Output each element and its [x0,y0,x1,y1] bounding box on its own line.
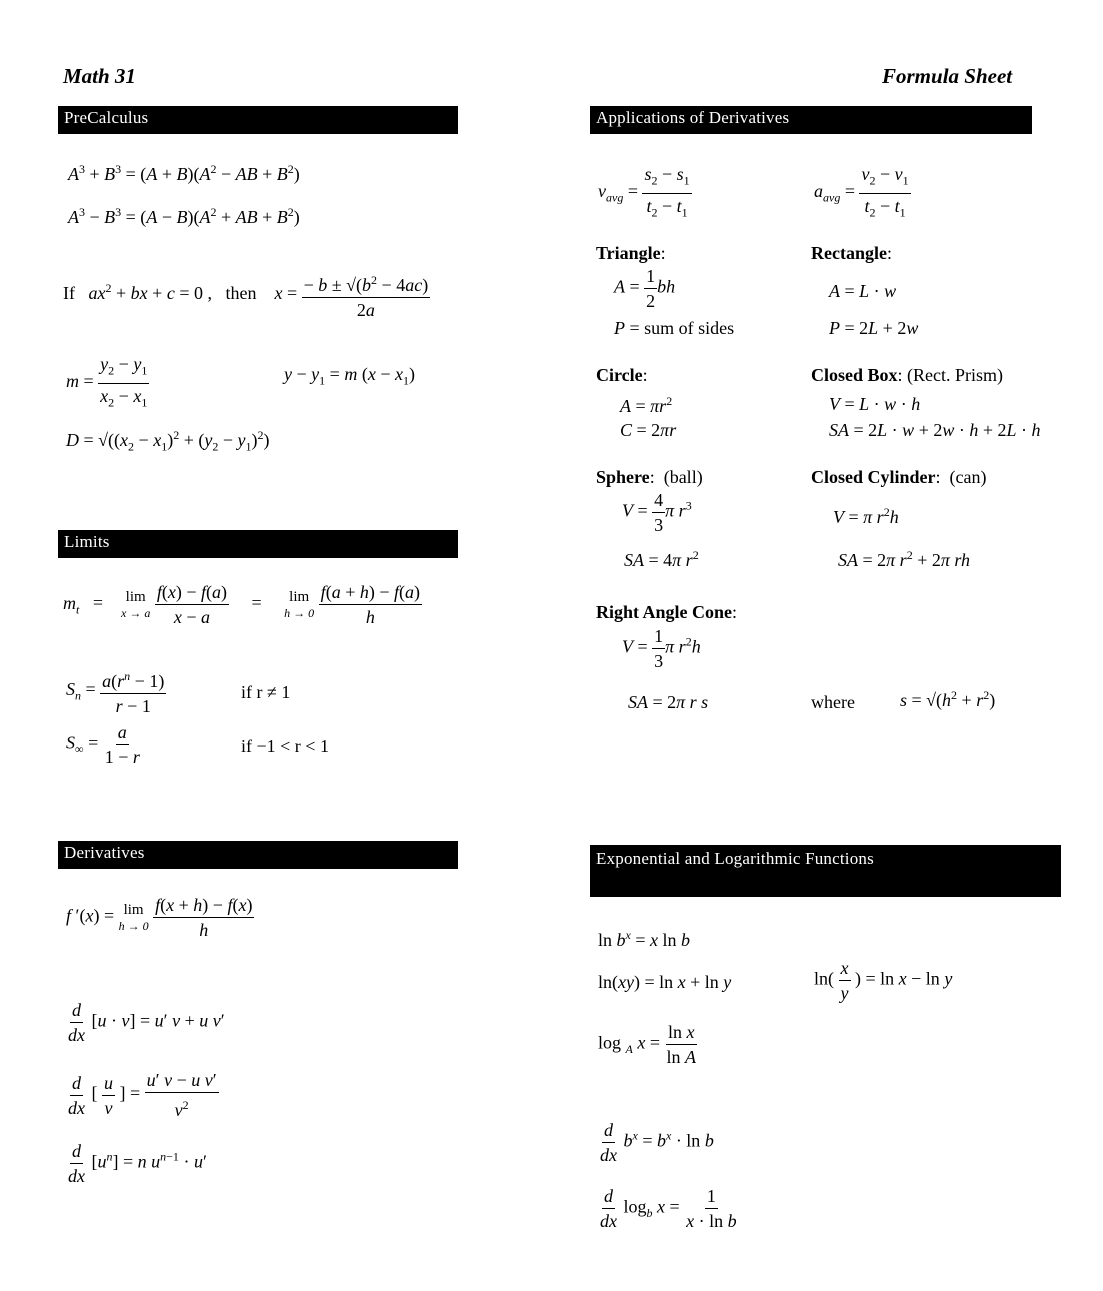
average-acceleration: $a_{avg}$ = $\frac{v_2 - v_1}{t_2 - t_1}$ [814,164,909,220]
cylinder-surface-area: SA = 2π $r^2 + 2\pi$ rh [838,548,971,570]
section-precalculus: PreCalculus [58,106,458,134]
difference-of-cubes: $A^3 - B^3 = (A - B)(A^2$ + AB + $B^2$) [68,205,300,227]
triangle-area: A = $\frac{1}{2}$ bh [614,266,676,311]
page-title-right: Formula Sheet [882,64,1013,88]
power-rule: $\frac{d}{dx}$ $[u^n] = n$ $u^{n-1} \cdot u'$ [68,1141,207,1186]
circle-circumference: C = 2πr [620,420,677,440]
section-limits: Limits [58,530,458,558]
section-derivatives: Derivatives [58,841,458,869]
cylinder-volume: V = π $r^2h$ [833,505,899,527]
log-power-rule: $\ln b^x = x$ ln b [598,928,691,950]
rectangle-label: Rectangle: [811,243,892,263]
triangle-perimeter: P = sum of sides [614,318,735,338]
derivative-definition: f ′(x) = lim h → 0 $\frac{f(x + h) - f(x)}{h}$ [66,895,253,940]
distance-formula: $D = √((x_2 - x_1)^2 + (y_2 - y_1)^2)$ [66,428,270,454]
change-of-base: log $_A$ x = $\frac{\text{ln x}}{\text{ln A}}$ [598,1022,697,1067]
slope-formula: m = $\frac{y_2 - y_1}{x_2 - x_1}$ [66,354,148,410]
average-velocity: $v_{avg}$ = $\frac{s_2 - s_1}{t_2 - t_1}$ [598,164,690,220]
point-slope-formula: $y - y_1 = m$ $(x - x_1)$ [284,364,415,388]
rectangle-area: A = L · w [829,281,897,301]
cone-volume: V = $\frac{1}{3}$ π $r^2h$ [622,626,701,671]
condition-r-not-1: if r ≠ 1 [241,682,291,702]
logarithm-derivative: $\frac{d}{dx}$ $\log_b x$ = $\frac{1}{\text{x · ln b}}$ [600,1186,737,1231]
where-label: where [811,692,855,712]
page-title-left: Math 31 [63,64,136,88]
sphere-surface-area: SA = 4π $r^2$ [624,548,699,570]
cylinder-label: Closed Cylinder: (can) [811,467,987,487]
slant-height-formula: $s = √(h^2 + r^2)$ [900,688,996,710]
condition-r-range: if −1 < r < 1 [241,736,329,756]
sphere-label: Sphere: (ball) [596,467,703,487]
section-applications: Applications of Derivatives [590,106,1032,134]
rectangle-perimeter: P = 2L + 2w [829,318,919,338]
tangent-slope-formula: $m_t$ = lim x → a $\frac{f(x) - f(a)}{x - a}$ = lim h → 0 $\frac{f(a + h) - f(a)}{h}$ [63,582,421,627]
infinite-series-sum: $S_\infty$ = $\frac{a}{1 - r}$ [66,722,140,767]
box-volume: V = L · w · h [829,394,921,414]
section-explog: Exponential and Logarithmic Functions [590,845,1061,897]
geometric-series-sum: $S_n$ = $\frac{a(r^n - 1)}{r - 1}$ [66,666,166,716]
log-quotient-rule: ln( $\frac{x}{y}$ ) = ln x − ln y [814,958,953,1003]
cone-label: Right Angle Cone: [596,602,738,622]
log-product-rule: ln(xy) = ln x + ln y [598,972,732,992]
circle-label: Circle: [596,365,648,385]
quadratic-formula: If $ax^2$ + bx + c = 0 , then x = $\frac{- b \pm √(b^2 - 4ac)}{2a}$ [63,270,430,320]
box-surface-area: SA = 2L · w + 2w · h + 2L · h [829,420,1041,440]
closed-box-label: Closed Box: (Rect. Prism) [811,365,1004,385]
exponential-derivative: $\frac{d}{dx}$ $b^x = b^x \cdot \ln b$ [600,1120,714,1165]
cone-surface-area: SA = 2π r s [628,692,709,712]
quotient-rule: $\frac{d}{dx}$ [ $\frac{u}{v}$ ] = $\frac{\text{u′ v − u v′}}{v^2}$ [68,1070,217,1120]
circle-area: $A = \pi r^2$ [620,394,673,416]
sphere-volume: V = $\frac{4}{3}$ π $r^3$ [622,490,692,535]
triangle-label: Triangle: [596,243,666,263]
sum-of-cubes: $A^3 + B^3 = (A + B)(A^2$ − AB + $B^2$) [68,162,300,184]
product-rule: $\frac{d}{dx}$ [u · v] = u′ v + u v′ [68,1000,225,1045]
